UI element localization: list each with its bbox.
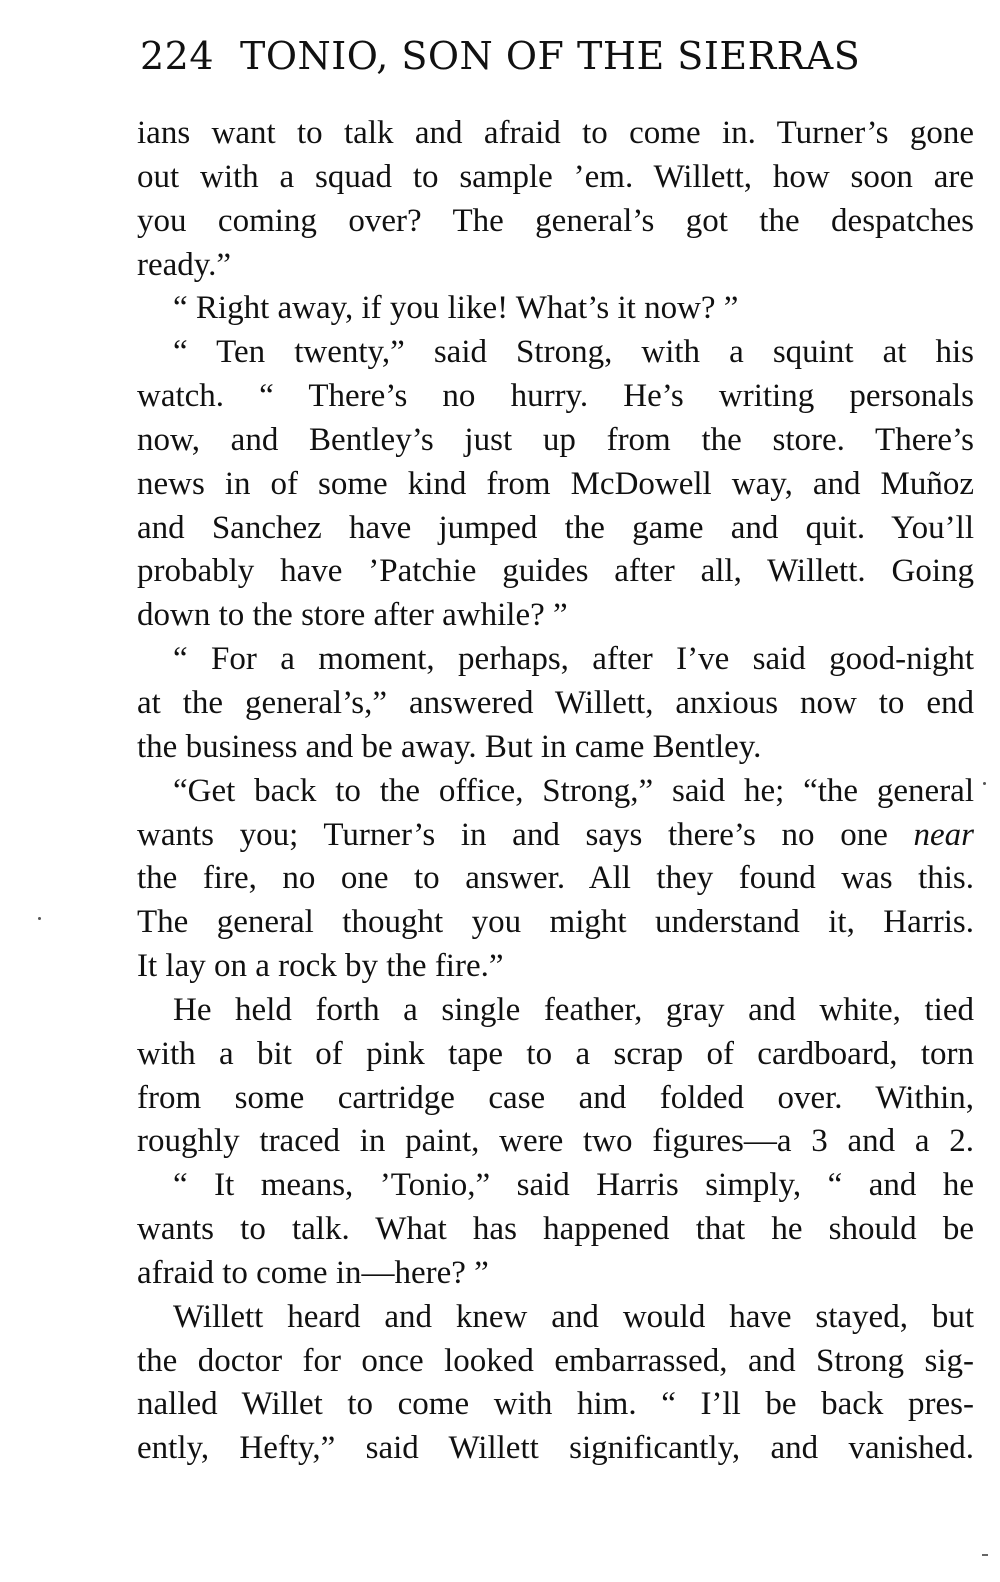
text-line: news in of some kind from McDowell way, and Muñoz [137, 465, 974, 502]
text-line: roughly traced in paint, were two figures—a 3 and a 2. [137, 1123, 974, 1160]
text-line: and Sanchez have jumped the game and quit. You’ll [137, 509, 974, 546]
text-line: probably have ’Patchie guides after all, Willett. Going [137, 553, 974, 590]
scan-speck [983, 782, 986, 785]
body-text [137, 112, 974, 1471]
text-line: out with a squad to sample ’em. Willett, how soon are [137, 158, 974, 195]
text-line: “ Ten twenty,” said Strong, with a squint at his [173, 334, 974, 371]
text-line: “ Right away, if you like! What’s it now? ” [173, 290, 739, 327]
text-line: He held forth a single feather, gray and white, tied [173, 991, 974, 1028]
text-line [137, 814, 974, 858]
text-line: ently, Hefty,” said Willett significantly, and vanished. [137, 1430, 974, 1467]
text-line: ready.” [137, 246, 232, 283]
text-line: with a bit of pink tape to a scrap of cardboard, torn [137, 1035, 974, 1072]
text-line: nalled Willet to come with him. “ I’ll be back pres- [137, 1386, 974, 1423]
text-line: at the general’s,” answered Willett, anxious now to end [137, 684, 974, 721]
scan-speck [38, 917, 41, 920]
text-line: It lay on a rock by the fire.” [137, 948, 504, 985]
text-line: “Get back to the office, Strong,” said he; “the general [173, 772, 974, 809]
italic-word: near [913, 816, 974, 853]
text-line: now, and Bentley’s just up from the store. There’s [137, 421, 974, 458]
text-line-roman: wants you; Turner’s in and says there’s no one [137, 816, 888, 853]
text-line: afraid to come in—here? ” [137, 1254, 489, 1291]
text-line: the doctor for once looked embarrassed, and Strong sig- [137, 1342, 974, 1379]
running-head [140, 30, 910, 82]
text-line: Willett heard and knew and would have stayed, but [173, 1298, 974, 1335]
text-line: watch. “ There’s no hurry. He’s writing personals [137, 378, 974, 415]
book-title: TONIO, SON OF THE SIERRAS [240, 34, 861, 78]
text-line: from some cartridge case and folded over. Within, [137, 1079, 974, 1116]
scan-speck [982, 1554, 988, 1556]
text-line: the fire, no one to answer. All they found was this. [137, 860, 974, 897]
text-line: “ For a moment, perhaps, after I’ve said good-night [173, 641, 974, 678]
text-line: ians want to talk and afraid to come in. Turner’s gone [137, 115, 974, 151]
page-number: 224 [140, 34, 215, 78]
text-line: The general thought you might understand it, Harris. [137, 904, 974, 941]
text-line: the business and be away. But in came Bentley. [137, 728, 762, 765]
text-line: you coming over? The general’s got the despatches [137, 202, 974, 239]
text-line: down to the store after awhile? ” [137, 597, 568, 634]
text-line: wants to talk. What has happened that he should be [137, 1211, 974, 1248]
text-line: “ It means, ’Tonio,” said Harris simply, “ and he [173, 1167, 974, 1204]
